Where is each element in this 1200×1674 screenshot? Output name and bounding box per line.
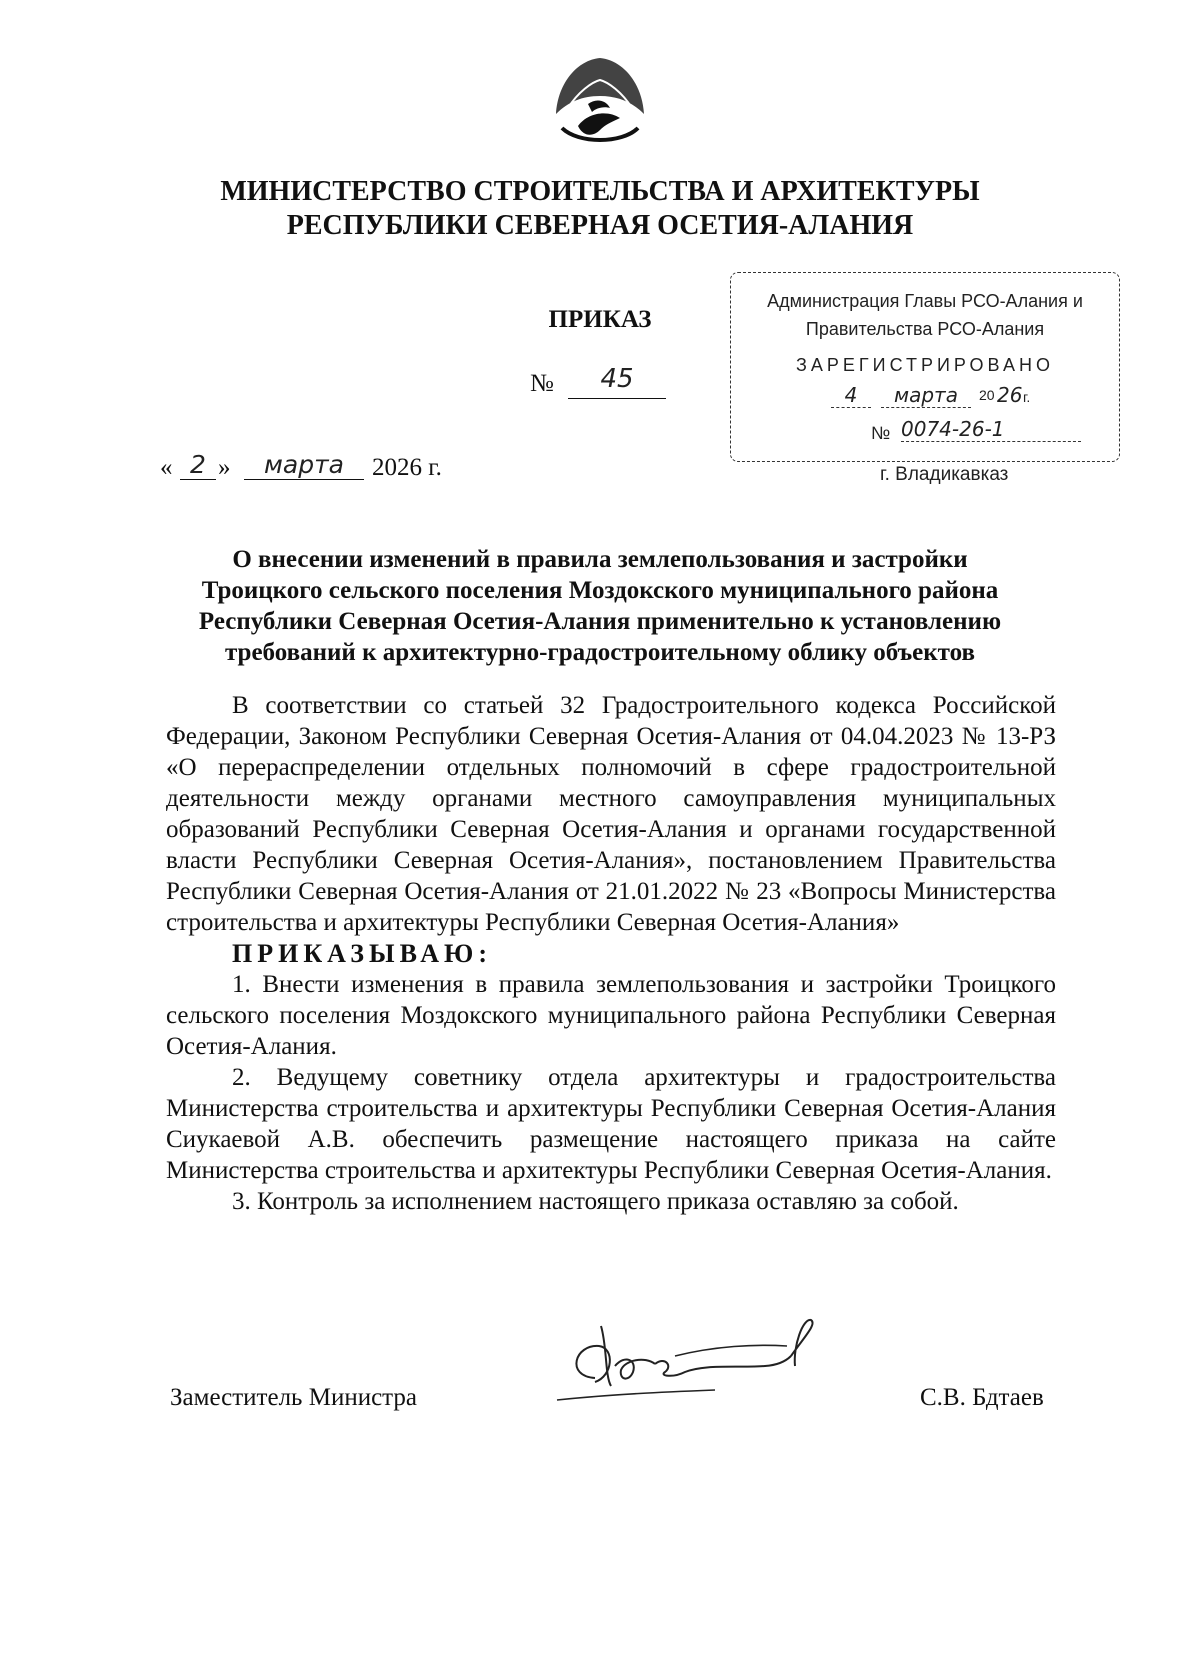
date-month: марта bbox=[244, 450, 364, 480]
order-item-2: 2. Ведущему советнику отдела архитектуры и градостроительства Министерства строительства и архитектуры Республики Северная Осетия-Алания Сиукаевой А.В. обеспечить размещение настоящего приказа на сайте Министерства строительства и архитектуры Республики Северная Осетия-Алания. bbox=[166, 1064, 1056, 1184]
order-word: ПРИКАЗЫВАЮ: bbox=[232, 939, 492, 968]
document-subject bbox=[150, 544, 1050, 668]
stamp-reg-number-label: № bbox=[871, 423, 891, 443]
subject-line4: требований к архитектурно-градостроительному облику объектов bbox=[224, 639, 976, 666]
stamp-line2: Правительства РСО-Алания bbox=[805, 319, 1045, 339]
stamp-date-year-prefix: 20 bbox=[979, 387, 995, 403]
stamp-date-day: 4 bbox=[831, 383, 871, 408]
date-year: 2026 г. bbox=[372, 454, 442, 481]
ministry-name-line2: РЕСПУБЛИКИ СЕВЕРНАЯ ОСЕТИЯ-АЛАНИЯ bbox=[286, 210, 914, 241]
stamp-date-month: марта bbox=[881, 383, 971, 408]
stamp-date-year-unit: г. bbox=[1023, 389, 1031, 405]
stamp-date-year-suffix: 26 bbox=[997, 383, 1023, 407]
stamp-reg-number-value: 0074-26-1 bbox=[901, 417, 1081, 442]
stamp-city: г. Владикавказ bbox=[880, 464, 1009, 485]
subject-line1: О внесении изменений в правила землепользования и застройки bbox=[232, 546, 968, 573]
stamp-reg-number bbox=[871, 417, 1091, 451]
signatory-role: Заместитель Министра bbox=[170, 1384, 417, 1411]
preamble-paragraph: В соответствии со статьей 32 Градостроительного кодекса Российской Федерации, Законом Республики Северная Осетия-Алания от 04.04.2023 № 13-РЗ «О перераспределении отдельных полномочий в сфере градостроительной деятельности между органами местного самоуправления муниципальных образований Республики Северная Осетия-Алания и органами государственной власти Республики Северная Осетия-Алания», постановлением Правительства Республики Северная Осетия-Алания от 21.01.2022 № 23 «Вопросы Министерства строительства и архитектуры Республики Северная Осетия-Алания» bbox=[166, 692, 1056, 936]
signatory-name: С.В. Бдтаев bbox=[920, 1384, 1044, 1411]
subject-line2: Троицкого сельского поселения Моздокского муниципального района bbox=[201, 577, 999, 604]
number-label: № bbox=[530, 370, 554, 397]
date-close-quote: » bbox=[218, 454, 231, 481]
date-day: 2 bbox=[180, 450, 216, 480]
document-date bbox=[160, 450, 480, 494]
document-body bbox=[166, 690, 1056, 1217]
number-value: 45 bbox=[568, 364, 666, 399]
order-item-1: 1. Внести изменения в правила землепользования и застройки Троицкого сельского поселения Моздокского муниципального района Республики Северная Осетия-Алания. bbox=[166, 971, 1056, 1060]
document-type-title: ПРИКАЗ bbox=[548, 306, 652, 333]
coat-of-arms-emblem bbox=[548, 52, 652, 148]
order-item-3: 3. Контроль за исполнением настоящего приказа оставляю за собой. bbox=[232, 1188, 959, 1215]
subject-line3: Республики Северная Осетия-Алания применительно к установлению bbox=[198, 608, 1002, 635]
handwritten-signature bbox=[555, 1316, 845, 1416]
stamp-line1: Администрация Главы РСО-Алания и bbox=[767, 291, 1083, 311]
stamp-date bbox=[811, 383, 1071, 417]
registration-stamp bbox=[730, 272, 1120, 462]
date-open-quote: « bbox=[160, 454, 173, 481]
ministry-name-line1: МИНИСТЕРСТВО СТРОИТЕЛЬСТВА И АРХИТЕКТУРЫ bbox=[220, 176, 980, 207]
stamp-registered: ЗАРЕГИСТРИРОВАНО bbox=[796, 355, 1054, 375]
